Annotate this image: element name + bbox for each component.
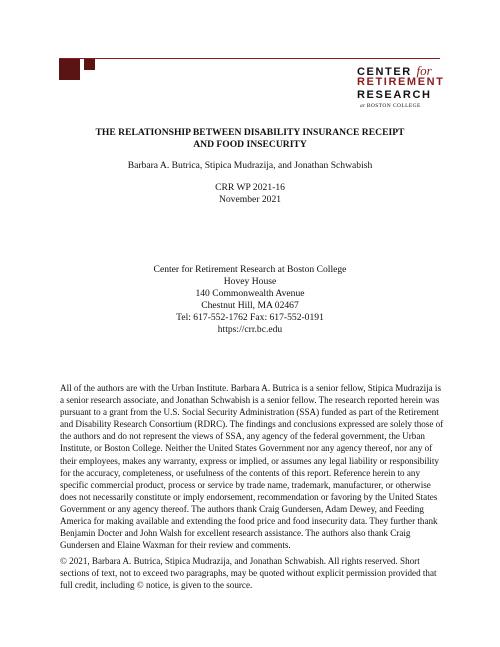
paper-title [40, 127, 460, 151]
logo-square-large [59, 59, 80, 80]
logo-retirement-text: RETIREMENT [357, 76, 445, 88]
logo-line-research [357, 90, 447, 103]
logo-center-text: CENTER [357, 66, 412, 78]
logo-square-small [84, 59, 95, 70]
logo-line-boston-college [357, 104, 447, 110]
address-phone-fax: Tel: 617-552-1762 Fax: 617-552-0191 [176, 312, 324, 323]
logo-research-text: RESEARCH [357, 89, 432, 101]
logo-at-text: at [360, 103, 366, 109]
copyright-paragraph: © 2021, Barbara A. Butrica, Stipica Mudrazija, and Jonathan Schwabish. All rights reserved. Short sections of text, not to exceed two paragraphs, may be quoted without explicit permission provided that full credit, including © notice, is given to the source. [60, 556, 437, 591]
authors: Barbara A. Butrica, Stipica Mudrazija, and Jonathan Schwabish [127, 160, 373, 171]
title-line-2: AND FOOD INSECURITY [193, 139, 307, 150]
acknowledgment-paragraph: All of the authors are with the Urban Institute. Barbara A. Butrica is a senior fellow, Stipica Mudrazija is a senior research associate, and Jonathan Schwabish is a senior fellow. The research reported herein was pursuant to a grant from the U.S. Social Security Administration (SSA) funded as part of the Retirement and Disability Research Consortium (RDRC). The findings and conclusions expressed are solely those of the authors and do not represent the views of SSA, any agency of the federal government, the Urban Institute, or Boston College. Neither the United States Government nor any agency thereof, nor any of their employees, makes any warranty, express or implied, or assumes any legal liability or responsibility for the accuracy, completeness, or usefulness of the contents of this report. Reference herein to any specific commercial product, process or service by trade name, trademark, manufacturer, or otherwise does not necessarily constitute or imply endorsement, recommendation or favoring by the United States Government or any agency thereof. The authors thank Craig Gundersen, Adam Dewey, and Feeding America for making available and extending the food price and food insecurity data. They further thank Benjamin Docter and John Walsh for excellent research assistance. The authors also thank Craig Gundersen and Elaine Waxman for their review and comments. [60, 383, 444, 551]
address-city: Chestnut Hill, MA 02467 [201, 300, 299, 311]
header-rule [59, 58, 440, 59]
logo-for-text: for [416, 63, 432, 78]
address-url: https://crr.bc.edu [217, 324, 283, 335]
address-org: Center for Retirement Research at Boston College [153, 264, 347, 275]
paper-number: CRR WP 2021-16 [215, 182, 285, 193]
title-line-1: THE RELATIONSHIP BETWEEN DISABILITY INSURANCE RECEIPT [95, 127, 405, 138]
paper-date: November 2021 [218, 194, 282, 205]
crr-logo [357, 64, 447, 110]
address-street: 140 Commonwealth Avenue [195, 288, 305, 299]
logo-boston-college-text: BOSTON COLLEGE [366, 103, 421, 109]
address-building: Hovey House [223, 276, 277, 287]
